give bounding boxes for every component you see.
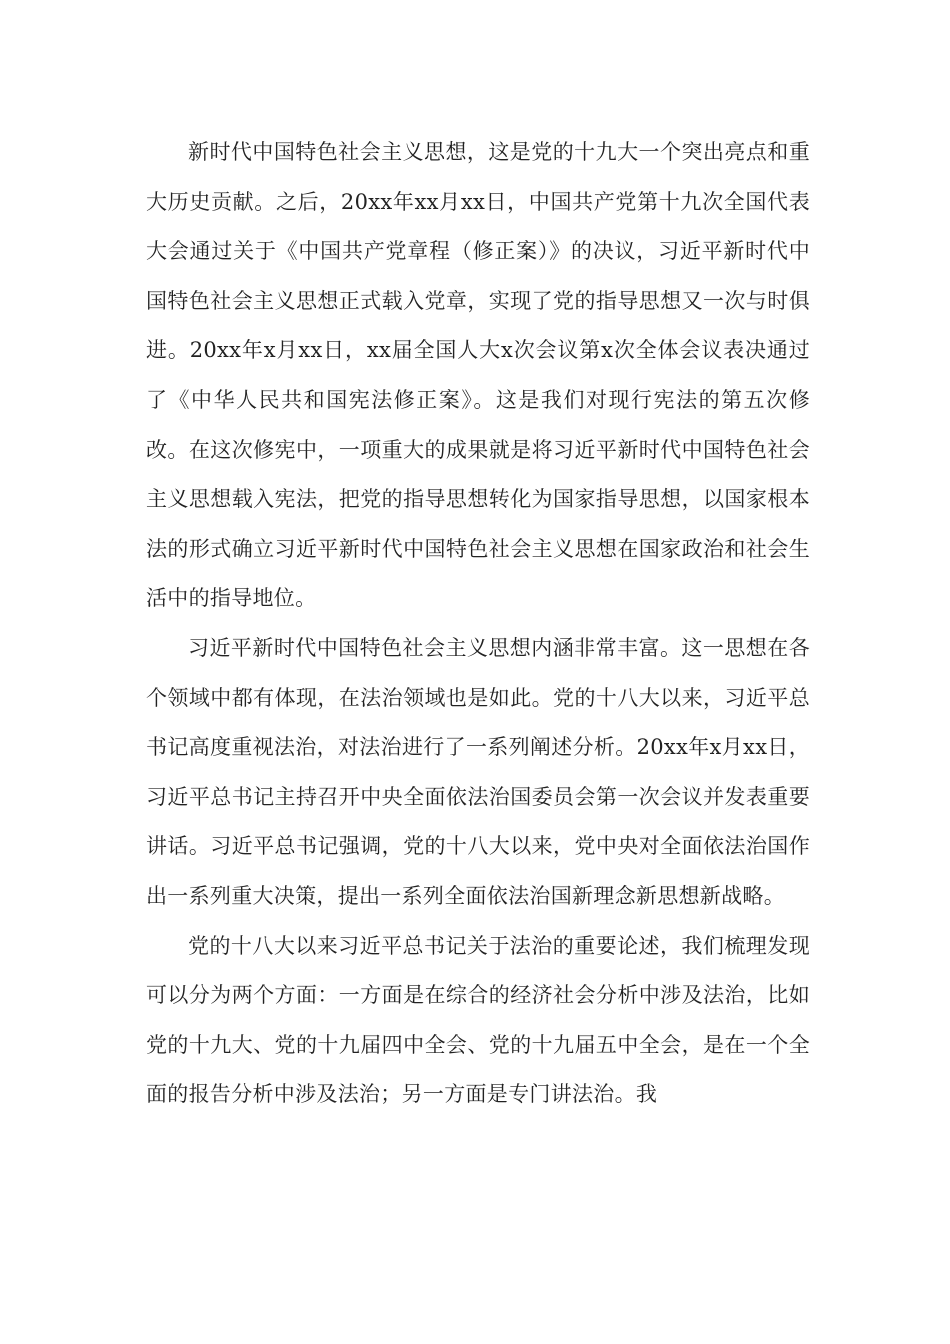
paragraph-1: 新时代中国特色社会主义思想，这是党的十九大一个突出亮点和重大历史贡献。之后，20xx年xx月xx日，中国共产党第十九次全国代表大会通过关于《中国共产党章程（修正案）》的决议，习近平新时代中国特色社会主义思想正式载入党章，实现了党的指导思想又一次与时俱进。20xx年x月xx日，xx届全国人大x次会议第x次全体会议表决通过了《中华人民共和国宪法修正案》。这是我们对现行宪法的第五次修改。在这次修宪中，一项重大的成果就是将习近平新时代中国特色社会主义思想载入宪法，把党的指导思想转化为国家指导思想，以国家根本法的形式确立习近平新时代中国特色社会主义思想在国家政治和社会生活中的指导地位。	[146, 140, 810, 611]
paragraph-3: 党的十八大以来习近平总书记关于法治的重要论述，我们梳理发现可以分为两个方面：一方面是在综合的经济社会分析中涉及法治，比如党的十九大、党的十九届四中全会、党的十九届五中全会，是在一个全面的报告分析中涉及法治；另一方面是专门讲法治。我	[146, 933, 810, 1107]
document-body	[146, 128, 810, 1120]
paragraph-2: 习近平新时代中国特色社会主义思想内涵非常丰富。这一思想在各个领域中都有体现，在法治领域也是如此。党的十八大以来，习近平总书记高度重视法治，对法治进行了一系列阐述分析。20xx年x月xx日，习近平总书记主持召开中央全面依法治国委员会第一次会议并发表重要讲话。习近平总书记强调，党的十八大以来，党中央对全面依法治国作出一系列重大决策，提出一系列全面依法治国新理念新思想新战略。	[146, 635, 810, 908]
